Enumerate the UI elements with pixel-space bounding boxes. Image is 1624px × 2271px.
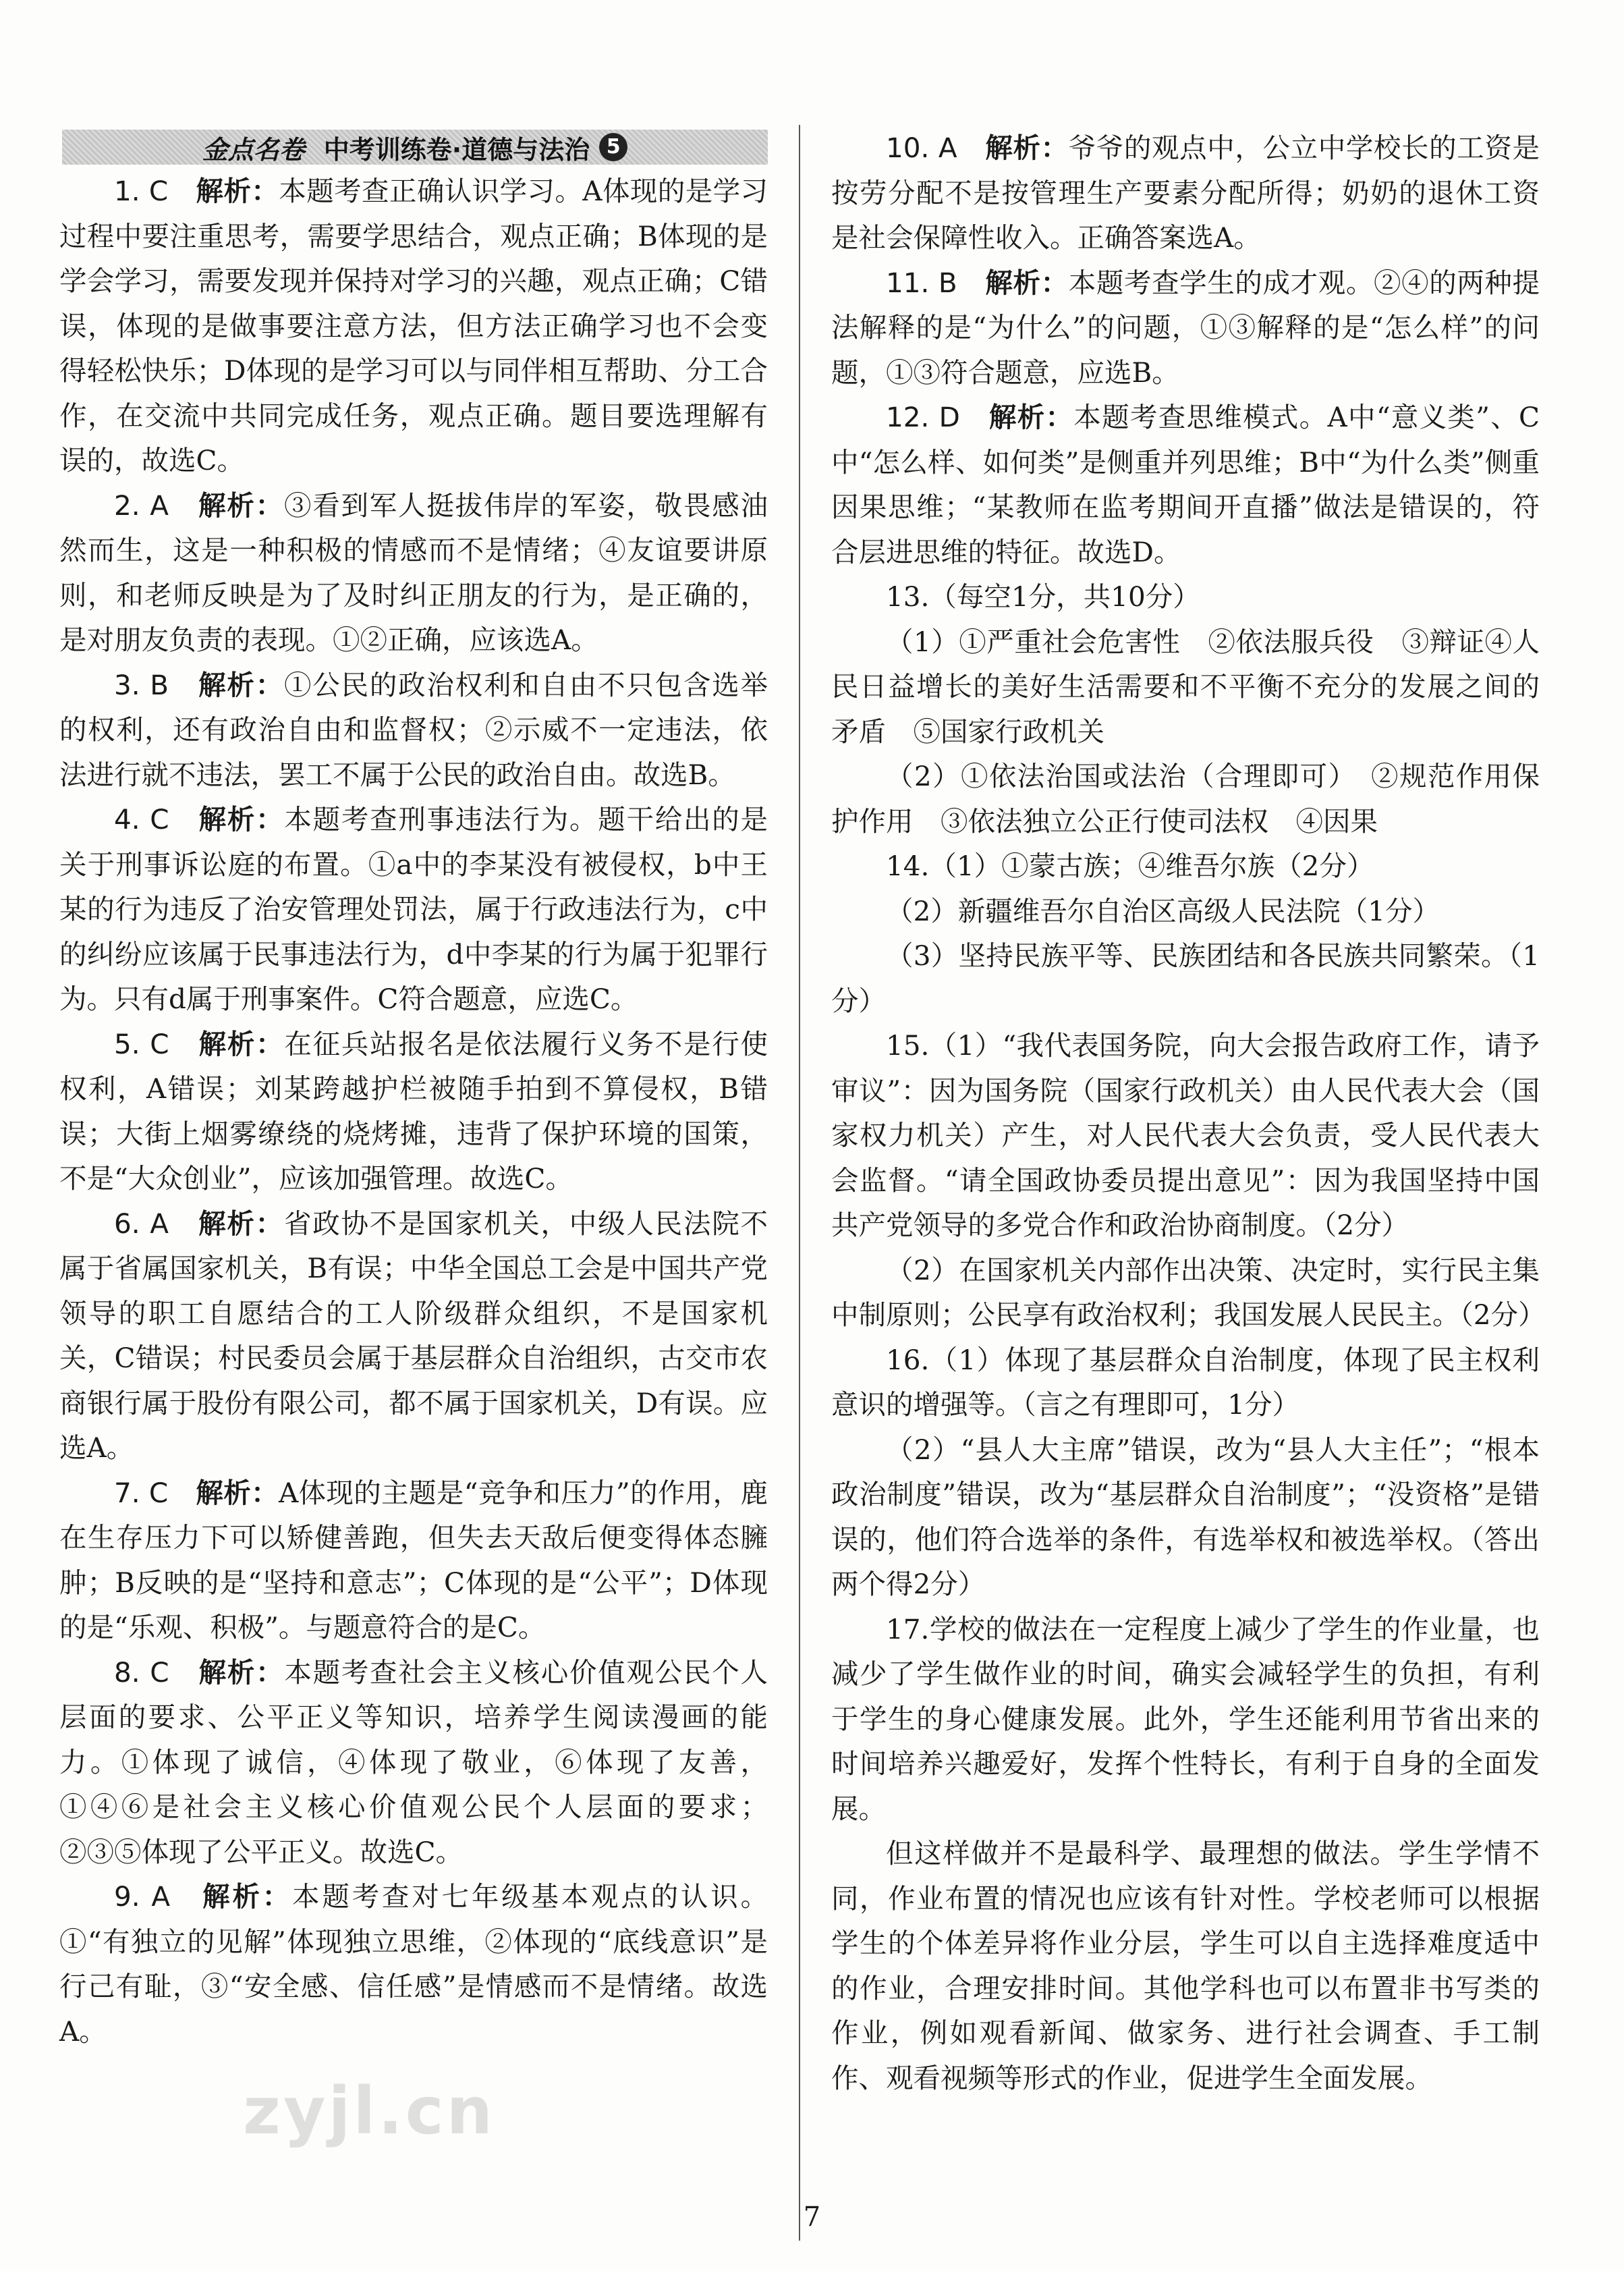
page-number: 7 xyxy=(803,2201,821,2233)
column-divider xyxy=(799,125,800,2241)
answer-item: 2. A 解析：③看到军人挺拔伟岸的军姿，敬畏感油然而生，这是一种积极的情感而不是情绪；④友谊要讲原则，和老师反映是为了及时纠正朋友的行为，是正确的，是对朋友负责的表现。①②正确，应该选A。 xyxy=(59,489,768,656)
answer-item: 4. C 解析：本题考查刑事违法行为。题干给出的是关于刑事诉讼庭的布置。①a中的李某没有被侵权，b中王某的行为违反了治安管理处罚法，属于行政违法行为，c中的纠纷应该属于民事违法行为，d中李某的行为属于犯罪行为。只有d属于刑事案件。C符合题意，应选C。 xyxy=(59,803,768,1015)
section-header xyxy=(62,130,768,165)
q17-para1: 17.学校的做法在一定程度上减少了学生的作业量，也减少了学生做作业的时间，确实会减轻学生的负担，有利于学生的身心健康发展。此外，学生还能利用节省出来的时间培养兴趣爱好，发挥个性特长，有利于自身的全面发展。 xyxy=(831,1612,1540,1825)
q13-part1: （1）①严重社会危害性 ②依法服兵役 ③辩证④人民日益增长的美好生活需要和不平衡不充分的发展之间的矛盾 ⑤国家行政机关 xyxy=(831,625,1540,748)
q13-part2: （2）①依法治国或法治（合理即可） ②规范作用保护作用 ③依法独立公正行使司法权 ④因果 xyxy=(831,760,1540,838)
answer-item: 5. C 解析：在征兵站报名是依法履行义务不是行使权利，A错误；刘某跨越护栏被随手拍到不算侵权，B错误；大街上烟雾缭绕的烧烤摊，违背了保护环境的国策，不是“大众创业”，应该加强管理。故选C。 xyxy=(59,1027,768,1195)
answer-item: 10. A 解析：爷爷的观点中，公立中学校长的工资是按劳分配不是按管理生产要素分配所得；奶奶的退休工资是社会保障性收入。正确答案选A。 xyxy=(831,132,1540,254)
header-brand: 金点名卷 xyxy=(202,134,305,165)
answer-item: 11. B 解析：本题考查学生的成才观。②④的两种提法解释的是“为什么”的问题，①③解释的是“怎么样”的问题，①③符合题意，应选B。 xyxy=(831,266,1540,389)
q16-part1: 16.（1）体现了基层群众自治制度，体现了民主权利意识的增强等。（言之有理即可，1分） xyxy=(831,1343,1540,1421)
answer-item: 3. B 解析：①公民的政治权利和自由不只包含选举的权利，还有政治自由和监督权；②示威不一定违法，依法进行就不违法，罢工不属于公民的政治自由。故选B。 xyxy=(59,668,768,791)
q16-part2: （2）“县人大主席”错误，改为“县人大主任”；“根本政治制度”错误，改为“基层群众自治制度”；“没资格”是错误的，他们符合选举的条件，有选举权和被选举权。（答出两个得2分） xyxy=(831,1433,1540,1600)
answer-item: 12. D 解析：本题考查思维模式。A中“意义类”、C中“怎么样、如何类”是侧重并列思维；B中“为什么类”侧重因果思维；“某教师在监考期间开直播”做法是错误的，符合层进思维的特征。故选D。 xyxy=(831,401,1540,568)
q14-part1: 14.（1）①蒙古族；④维吾尔族（2分） xyxy=(886,850,1374,882)
q15-part2: （2）在国家机关内部作出决策、决定时，实行民主集中制原则；公民享有政治权利；我国发展人民民主。（2分） xyxy=(831,1253,1546,1331)
header-title: 中考训练卷·道德与法治 xyxy=(323,134,590,165)
answer-item: 9. A 解析：本题考查对七年级基本观点的认识。①“有独立的见解”体现独立思维，②体现的“底线意识”是行己有耻，③“安全感、信任感”是情感而不是情绪。故选A。 xyxy=(59,1880,768,2048)
q14-part2: （2）新疆维吾尔自治区高级人民法院（1分） xyxy=(886,894,1440,927)
answer-item: 7. C 解析：A体现的主题是“竞争和压力”的作用，鹿在生存压力下可以矫健善跑，但失去天敌后便变得体态臃肿；B反映的是“坚持和意志”；C体现的是“公平”；D体现的是“乐观、积极”。与题意符合的是C。 xyxy=(59,1476,768,1643)
watermark: zyjl.cn xyxy=(243,2073,495,2149)
header-number-badge: 5 xyxy=(599,133,627,161)
answer-item: 6. A 解析：省政协不是国家机关，中级人民法院不属于省属国家机关，B有误；中华全国总工会是中国共产党领导的职工自愿结合的工人阶级群众组织，不是国家机关，C错误；村民委员会属于基层群众自治组织，古交市农商银行属于股份有限公司，都不属于国家机关，D有误。应选A。 xyxy=(59,1207,768,1464)
q13-head: 13.（每空1分，共10分） xyxy=(886,580,1200,613)
q15-part1: 15.（1）“我代表国务院，向大会报告政府工作，请予审议”：因为国务院（国家行政机关）由人民代表大会（国家权力机关）产生，对人民代表大会负责，受人民代表大会监督。“请全国政协委员提出意见”：因为我国坚持中国共产党领导的多党合作和政治协商制度。（2分） xyxy=(831,1029,1540,1241)
left-column xyxy=(59,169,768,2054)
right-column xyxy=(831,126,1546,2100)
answer-item: 1. C 解析：本题考查正确认识学习。A体现的是学习过程中要注重思考，需要学思结合，观点正确；B体现的是学会学习，需要发现并保持对学习的兴趣，观点正确；C错误，体现的是做事要注意方法，但方法正确学习也不会变得轻松快乐；D体现的是学习可以与同伴相互帮助、分工合作，在交流中共同完成任务，观点正确。题目要选理解有误的，故选C。 xyxy=(59,175,768,476)
q17-para2: 但这样做并不是最科学、最理想的做法。学生学情不同，作业布置的情况也应该有针对性。学校老师可以根据学生的个体差异将作业分层，学生可以自主选择难度适中的作业，合理安排时间。其他学科也可以布置非书写类的作业，例如观看新闻、做家务、进行社会调查、手工制作、观看视频等形式的作业，促进学生全面发展。 xyxy=(831,1837,1540,2094)
q14-part3: （3）坚持民族平等、民族团结和各民族共同繁荣。（1分） xyxy=(831,939,1540,1017)
answer-item: 8. C 解析：本题考查社会主义核心价值观公民个人层面的要求、公平正义等知识，培养学生阅读漫画的能力。①体现了诚信，④体现了敬业，⑥体现了友善，①④⑥是社会主义核心价值观公民个人层面的要求；②③⑤体现了公平正义。故选C。 xyxy=(59,1656,768,1868)
